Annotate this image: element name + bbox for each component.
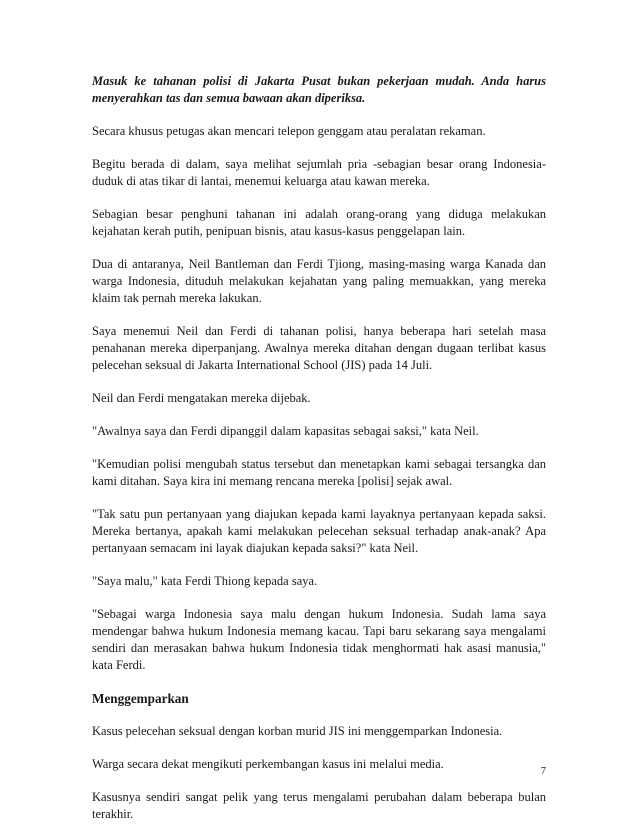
paragraph: "Kemudian polisi mengubah status tersebut dan menetapkan kami sebagai tersangka dan kami ditahan. Saya kira ini memang rencana mereka [polisi] sejak awal. [92,457,546,488]
paragraph: Kasus pelecehan seksual dengan korban murid JIS ini menggemparkan Indonesia. [92,724,503,738]
paragraph: Kasusnya sendiri sangat pelik yang terus mengalami perubahan dalam beberapa bulan terakhir. [92,790,546,821]
paragraph: "Tak satu pun pertanyaan yang diajukan kepada kami layaknya pertanyaan kepada saksi. Mereka bertanya, apakah kami melakukan pelecehan seksual terhadap anak-anak? Apa pertanyaan semacam ini layak diajukan kepada saksi?" kata Neil. [92,507,546,555]
paragraph: "Sebagai warga Indonesia saya malu dengan hukum Indonesia. Sudah lama saya mendengar bahwa hukum Indonesia memang kacau. Tapi baru sekarang saya mengalami sendiri dan merasakan bahwa hukum Indonesia tidak menghormati hak asasi manusia," kata Ferdi. [92,607,546,672]
paragraph: Sebagian besar penghuni tahanan ini adalah orang-orang yang diduga melakukan kejahatan kerah putih, penipuan bisnis, atau kasus-kasus penggelapan lain. [92,207,546,238]
page-number: 7 [540,766,546,777]
article-body [92,73,546,839]
paragraph: Dua di antaranya, Neil Bantleman dan Ferdi Tjiong, masing-masing warga Kanada dan warga Indonesia, dituduh melakukan kejahatan yang paling memuakkan, yang mereka klaim tak pernah mereka lakukan. [92,257,546,305]
paragraph: Begitu berada di dalam, saya melihat sejumlah pria -sebagian besar orang Indonesia- duduk di atas tikar di lantai, menemui keluarga atau kawan mereka. [92,157,546,188]
paragraph: Warga secara dekat mengikuti perkembangan kasus ini melalui media. [92,757,444,771]
paragraph: Saya menemui Neil dan Ferdi di tahanan polisi, hanya beberapa hari setelah masa penahanan mereka diperpanjang. Awalnya mereka ditahan dengan dugaan terlibat kasus pelecehan seksual di Jakarta International School (JIS) pada 14 Juli. [92,324,546,372]
paragraph: "Awalnya saya dan Ferdi dipanggil dalam kapasitas sebagai saksi," kata Neil. [92,424,479,438]
lead-paragraph: Masuk ke tahanan polisi di Jakarta Pusat bukan pekerjaan mudah. Anda harus menyerahkan tas dan semua bawaan akan diperiksa. [92,74,546,105]
section-heading: Menggemparkan [92,691,189,706]
paragraph: "Saya malu," kata Ferdi Thiong kepada saya. [92,574,318,588]
paragraph: Secara khusus petugas akan mencari telepon genggam atau peralatan rekaman. [92,124,486,138]
paragraph: Neil dan Ferdi mengatakan mereka dijebak. [92,391,311,405]
